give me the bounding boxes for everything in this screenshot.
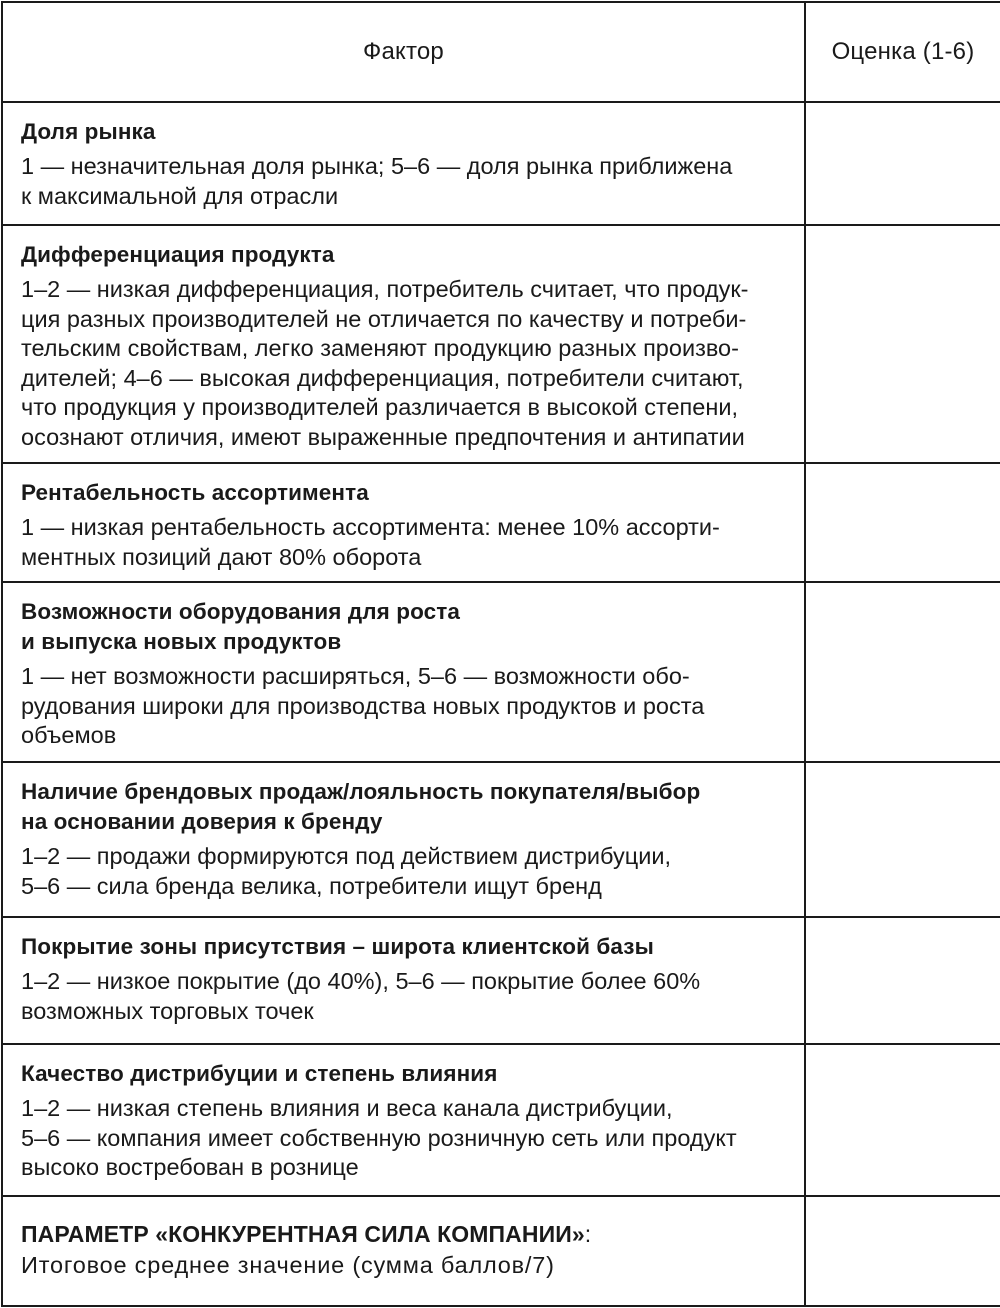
header-score: Оценка (1-6): [805, 2, 1000, 102]
row-description: 1–2 — низкая дифференциация, потребитель считает, что продук- ция разных производителей не отличается по качеству и потреби- тельским свойствам, легко заменяют продукцию разных произво- дителей; 4–6 — высокая дифференциация, потребители считают, что продукция у производителей различается в высокой степени, осознают отличия, имеют выраженные предпочтения и антипатии: [21, 276, 749, 450]
row-description: 1–2 — продажи формируются под действием дистрибуции, 5–6 — сила бренда велика, потребители ищут бренд: [21, 843, 671, 899]
row-title: Наличие брендовых продаж/лояльность покупателя/выбор на основании доверия к бренду: [21, 779, 701, 834]
factor-table: [1, 1, 1000, 1307]
score-cell[interactable]: [805, 582, 1000, 762]
header-factor: Фактор: [2, 2, 805, 102]
row-description: 1–2 — низкая степень влияния и веса канала дистрибуции, 5–6 — компания имеет собственную розничную сеть или продукт высоко востребован в рознице: [21, 1095, 737, 1180]
score-cell[interactable]: [805, 762, 1000, 917]
final-title: [21, 1219, 786, 1249]
table-row: [2, 762, 1000, 917]
final-title-text: ПАРАМЕТР «КОНКУРЕНТНАЯ СИЛА КОМПАНИИ»: [21, 1221, 585, 1247]
score-cell[interactable]: [805, 463, 1000, 582]
row-description: 1 — нет возможности расширяться, 5–6 — возможности обо- рудования широки для производства новых продуктов и роста объемов: [21, 663, 705, 748]
row-description: 1 — незначительная доля рынка; 5–6 — доля рынка приближена к максимальной для отрасли: [21, 153, 733, 209]
row-title: Рентабельность ассортимента: [21, 480, 369, 505]
final-title-colon: :: [584, 1221, 592, 1247]
table-row: [2, 582, 1000, 762]
table-header-row: [2, 2, 1000, 102]
table-row: [2, 102, 1000, 225]
row-description: 1 — низкая рентабельность ассортимента: менее 10% ассорти- ментных позиций дают 80% оборота: [21, 514, 720, 570]
table-row: [2, 1044, 1000, 1196]
score-cell-final[interactable]: [805, 1196, 1000, 1306]
row-description: 1–2 — низкое покрытие (до 40%), 5–6 — покрытие более 60% возможных торговых точек: [21, 968, 701, 1024]
row-title: Доля рынка: [21, 119, 156, 144]
table-row: [2, 917, 1000, 1044]
table-row: [2, 225, 1000, 463]
table-row: [2, 463, 1000, 582]
score-cell[interactable]: [805, 917, 1000, 1044]
score-cell[interactable]: [805, 1044, 1000, 1196]
score-cell[interactable]: [805, 102, 1000, 225]
row-title: Возможности оборудования для роста и выпуска новых продуктов: [21, 599, 460, 654]
row-title: Покрытие зоны присутствия – широта клиентской базы: [21, 934, 654, 959]
row-title: Качество дистрибуции и степень влияния: [21, 1061, 498, 1086]
table-row-final: [2, 1196, 1000, 1306]
row-title: Дифференциация продукта: [21, 242, 335, 267]
score-cell[interactable]: [805, 225, 1000, 463]
final-description: Итоговое среднее значение (сумма баллов/7): [21, 1252, 555, 1278]
